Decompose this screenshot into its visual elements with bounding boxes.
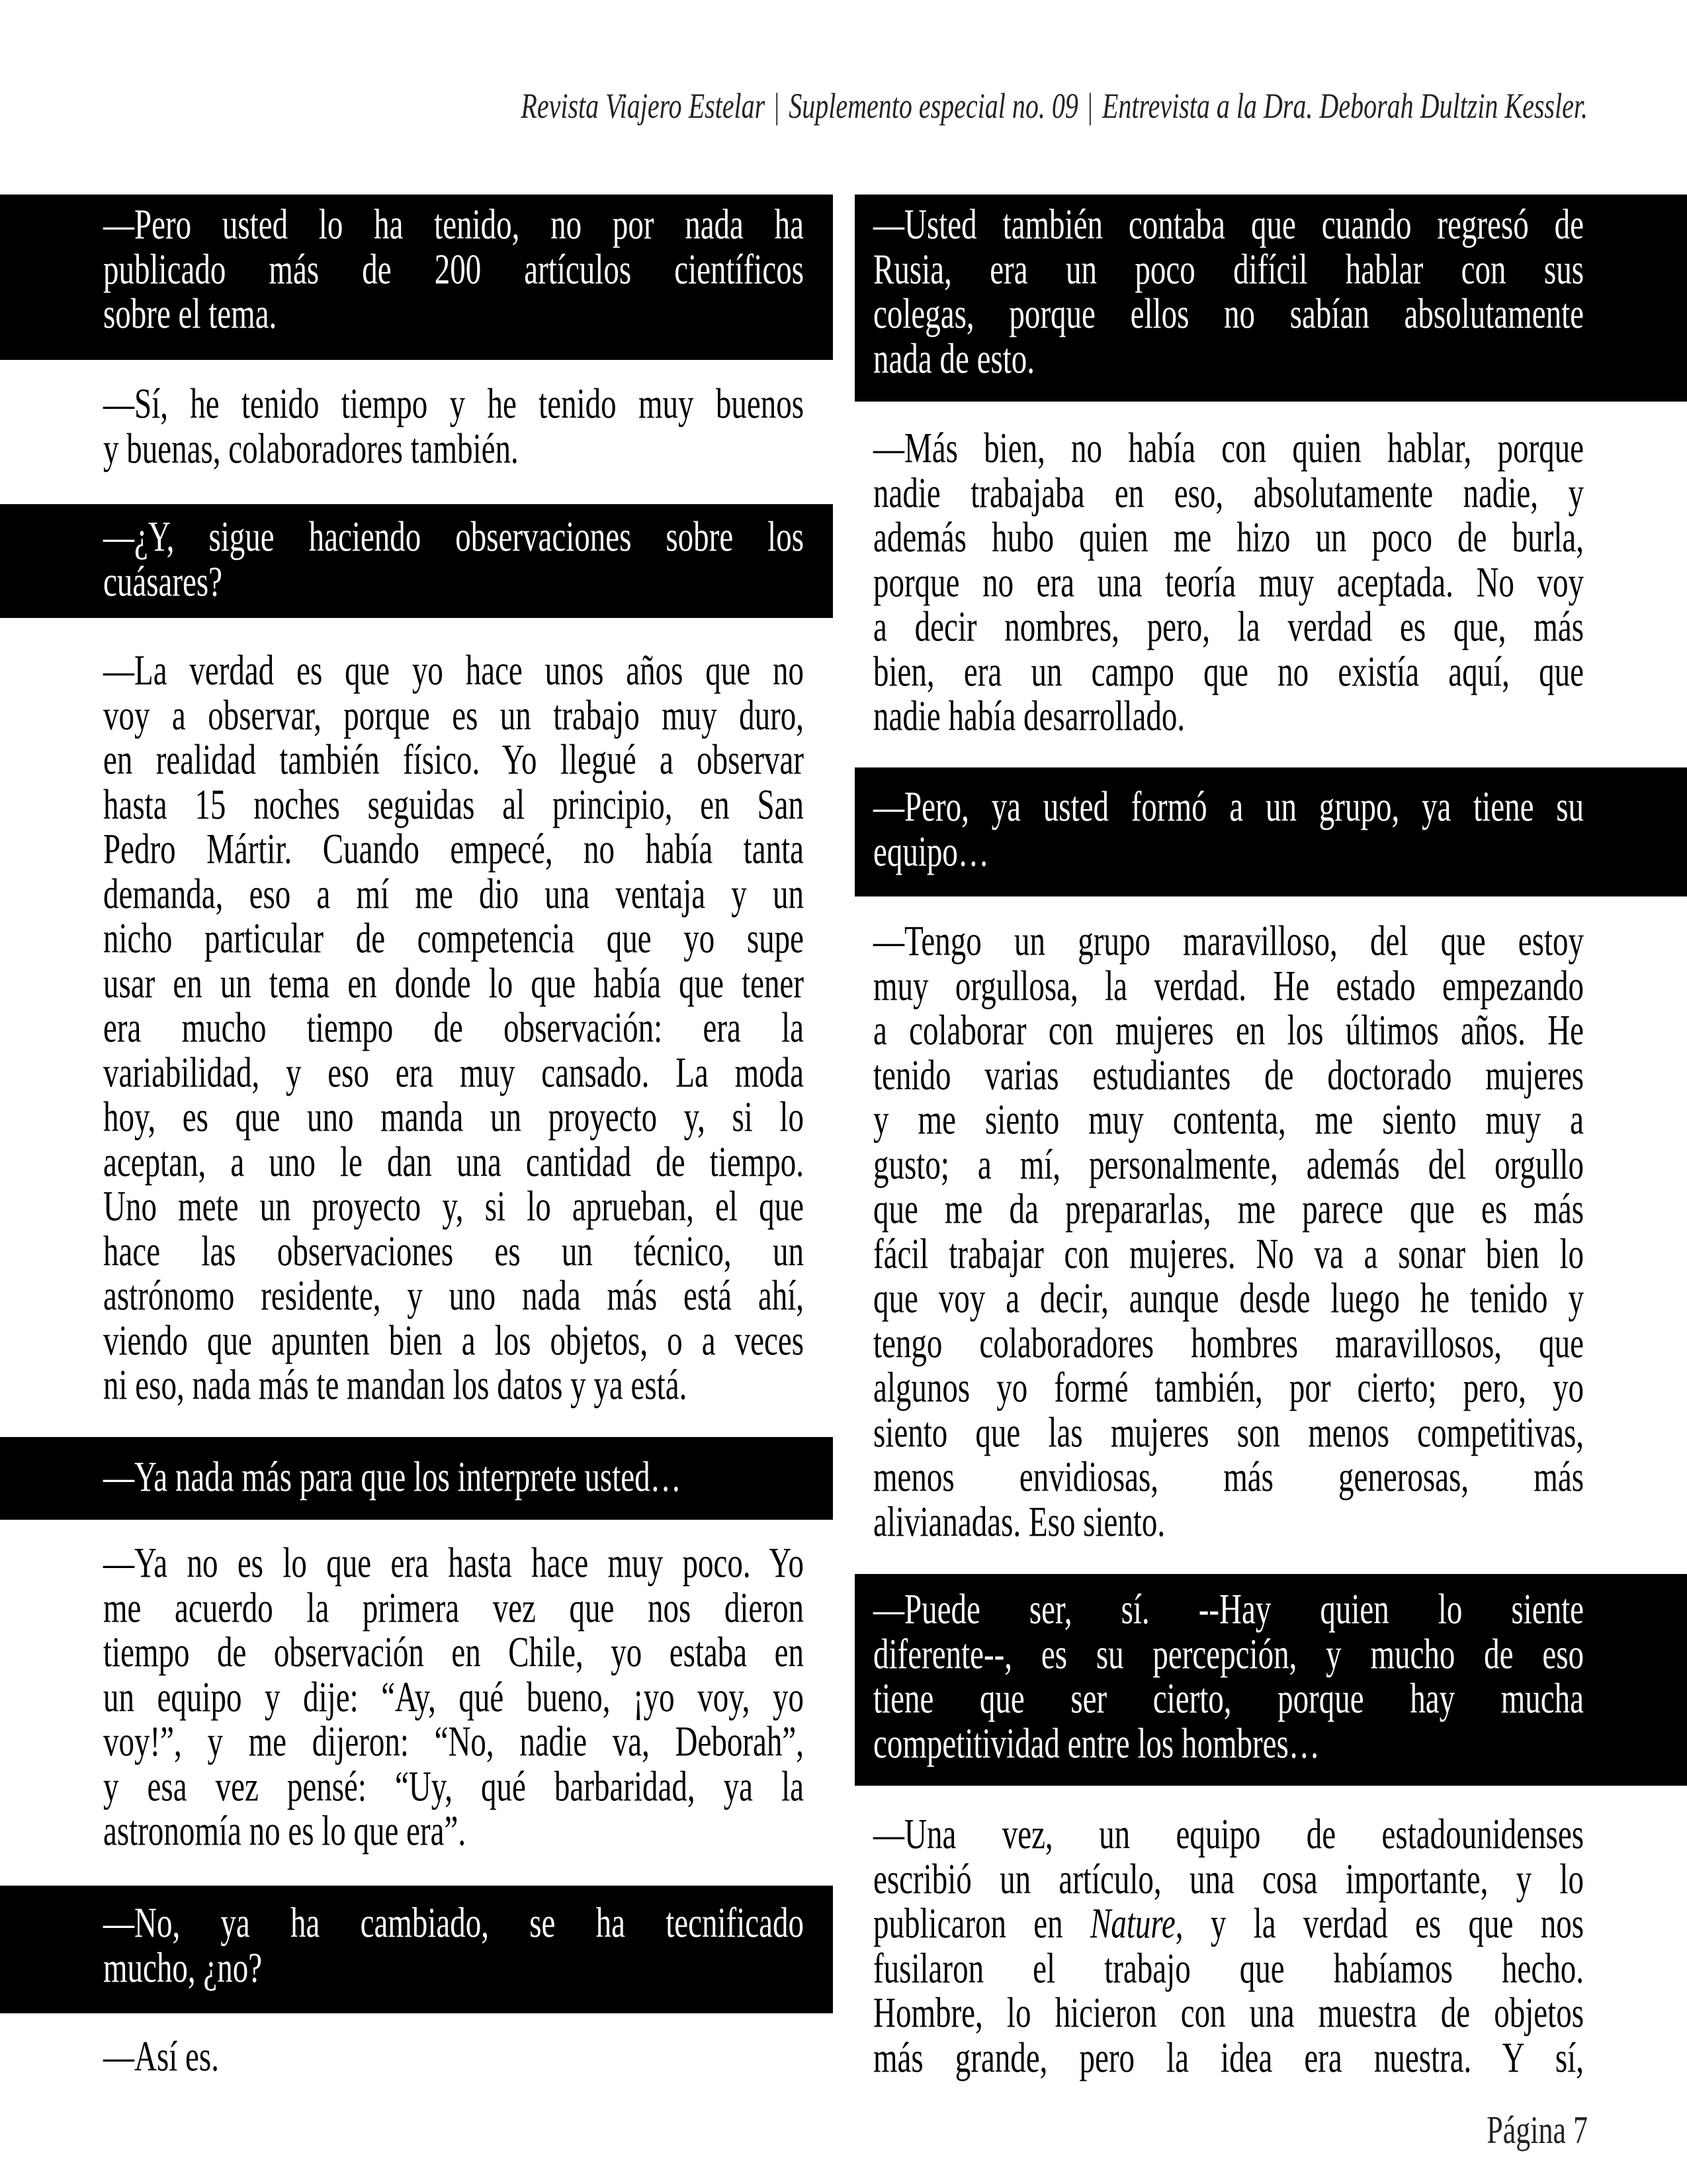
text-line: Pedro Mártir. Cuando empecé, no había tanta xyxy=(103,825,804,873)
text-line: astrónomo residente, y uno nada más está ahí, xyxy=(103,1272,804,1320)
interview-answer xyxy=(873,1810,1584,2082)
text-line: nadie trabajaba en eso, absolutamente nadie, y xyxy=(873,469,1584,517)
text-line: que me da prepararlas, me parece que es más xyxy=(873,1185,1584,1233)
article-title: Entrevista a la Dra. Deborah Dultzin Kessler. xyxy=(1102,85,1588,126)
text-line: hoy, es que uno manda un proyecto y, si lo xyxy=(103,1093,804,1141)
text-line: aceptan, a uno le dan una cantidad de tiempo. xyxy=(103,1138,804,1186)
text-line: hasta 15 noches seguidas al principio, en San xyxy=(103,781,804,829)
text-line: colegas, porque ellos no sabían absolutamente xyxy=(873,290,1584,338)
text-line: fácil trabajar con mujeres. No va a sonar bien lo xyxy=(873,1230,1584,1278)
text-line: un equipo y dije: “Ay, qué bueno, ¡yo voy, yo xyxy=(103,1673,804,1722)
text-line: gusto; a mí, personalmente, además del orgullo xyxy=(873,1141,1584,1189)
interview-answer xyxy=(103,1539,804,1855)
text-line: —No, ya ha cambiado, se ha tecnificado xyxy=(103,1899,804,1947)
text-line: y esa vez pensé: “Uy, qué barbaridad, ya la xyxy=(103,1763,804,1811)
text-line: —¿Y, sigue haciendo observaciones sobre los xyxy=(103,513,804,561)
text-line: demanda, eso a mí me dio una ventaja y un xyxy=(103,870,804,918)
interview-question xyxy=(103,515,804,605)
text-line: ni eso, nada más te mandan los datos y ya está. xyxy=(103,1361,687,1409)
text-line: —Pero usted lo ha tenido, no por nada ha xyxy=(103,200,804,249)
text-line: publicado más de 200 artículos científicos xyxy=(103,245,804,294)
text-line: astronomía no es lo que era”. xyxy=(103,1807,466,1855)
text-line: tiempo de observación en Chile, yo estaba en xyxy=(103,1628,804,1677)
text-line: hace las observaciones es un técnico, un xyxy=(103,1227,804,1276)
text-line: mucho, ¿no? xyxy=(103,1944,263,1992)
text-line: —Sí, he tenido tiempo y he tenido muy buenos xyxy=(103,380,804,428)
interview-question xyxy=(103,1453,804,1501)
text-line: cuásares? xyxy=(103,558,223,606)
text-line: siento que las mujeres son menos competitivas, xyxy=(873,1409,1584,1457)
text-line: bien, era un campo que no existía aquí, que xyxy=(873,648,1584,696)
text-line: —Tengo un grupo maravilloso, del que estoy xyxy=(873,917,1584,965)
text-line: voy a observar, porque es un trabajo muy duro, xyxy=(103,691,804,740)
text-line: —Más bien, no había con quien hablar, porque xyxy=(873,424,1584,472)
text-line: usar en un tema en donde lo que había que tener xyxy=(103,959,804,1008)
text-line: a colaborar con mujeres en los últimos años. He xyxy=(873,1006,1584,1055)
text-line: fusilaron el trabajo que habíamos hecho. xyxy=(873,1944,1584,1993)
text-line: —La verdad es que yo hace unos años que no xyxy=(103,646,804,695)
text-line: a decir nombres, pero, la verdad es que, más xyxy=(873,603,1584,651)
text-line: escribió un artículo, una cosa importante, y lo xyxy=(873,1855,1584,1903)
text-line: —Ya nada más para que los interprete usted… xyxy=(103,1453,681,1501)
text-line: Hombre, lo hicieron con una muestra de objetos xyxy=(873,1989,1584,2037)
text-line: Rusia, era un poco difícil hablar con sus xyxy=(873,245,1584,294)
page-number: Página 7 xyxy=(1487,2108,1588,2152)
text-line: Uno mete un proyecto y, si lo aprueban, el que xyxy=(103,1182,804,1231)
text-line: y buenas, colaboradores también. xyxy=(103,425,519,473)
interview-answer xyxy=(873,917,1584,1546)
interview-answer xyxy=(103,2032,804,2081)
text-line: tenido varias estudiantes de doctorado mujeres xyxy=(873,1051,1584,1100)
text-line: —Una vez, un equipo de estadounidenses xyxy=(873,1810,1584,1858)
supplement-name: Suplemento especial no. 09 xyxy=(789,85,1078,126)
text-line: nicho particular de competencia que yo supe xyxy=(103,914,804,963)
text-line: porque no era una teoría muy aceptada. No voy xyxy=(873,558,1584,607)
text-line: nadie había desarrollado. xyxy=(873,692,1186,740)
header-separator: | xyxy=(1087,85,1093,126)
text-line: además hubo quien me hizo un poco de burla, xyxy=(873,513,1584,562)
text-line: más grande, pero la idea era nuestra. Y sí, xyxy=(873,2034,1584,2082)
interview-question xyxy=(873,1585,1584,1768)
text-line: alivianadas. Eso siento. xyxy=(873,1498,1166,1546)
text-line: publicaron en Nature, y la verdad es que nos xyxy=(873,1900,1584,1948)
text-line: en realidad también físico. Yo llegué a observar xyxy=(103,736,804,784)
text-line: voy!”, y me dijeron: “No, nadie va, Deborah”, xyxy=(103,1718,804,1766)
text-line: —Usted también contaba que cuando regresó de xyxy=(873,200,1584,249)
text-line: era mucho tiempo de observación: era la xyxy=(103,1004,804,1052)
text-line: —Pero, ya usted formó a un grupo, ya tiene su xyxy=(873,783,1584,831)
text-line: equipo… xyxy=(873,828,989,876)
text-line: —Así es. xyxy=(103,2032,219,2081)
interview-answer xyxy=(103,382,804,472)
text-line: competitividad entre los hombres… xyxy=(873,1720,1320,1768)
interview-question xyxy=(873,200,1584,383)
interview-answer xyxy=(873,424,1584,740)
interview-question xyxy=(103,1901,804,1991)
text-line: viendo que apunten bien a los objetos, o a veces xyxy=(103,1317,804,1365)
text-line: variabilidad, y eso era muy cansado. La moda xyxy=(103,1049,804,1097)
text-line: me acuerdo la primera vez que nos dieron xyxy=(103,1584,804,1632)
text-line: muy orgullosa, la verdad. He estado empezando xyxy=(873,962,1584,1010)
text-line: y me siento muy contenta, me siento muy a xyxy=(873,1096,1584,1144)
interview-answer xyxy=(103,646,804,1409)
text-line: —Ya no es lo que era hasta hace muy poco. Yo xyxy=(103,1539,804,1587)
text-line: menos envidiosas, más generosas, más xyxy=(873,1453,1584,1501)
text-line: sobre el tema. xyxy=(103,290,277,338)
text-line: —Puede ser, sí. --Hay quien lo siente xyxy=(873,1585,1584,1634)
header-separator: | xyxy=(774,85,780,126)
text-line: diferente--, es su percepción, y mucho de eso xyxy=(873,1630,1584,1679)
interview-question xyxy=(103,200,804,338)
text-line: tiene que ser cierto, porque hay mucha xyxy=(873,1675,1584,1723)
text-line: tengo colaboradores hombres maravillosos, que xyxy=(873,1319,1584,1368)
text-line: algunos yo formé también, por cierto; pero, yo xyxy=(873,1364,1584,1412)
magazine-name: Revista Viajero Estelar xyxy=(521,85,765,126)
interview-question xyxy=(873,785,1584,875)
running-header xyxy=(521,85,1588,126)
text-line: nada de esto. xyxy=(873,335,1035,383)
text-line: que voy a decir, aunque desde luego he tenido y xyxy=(873,1274,1584,1323)
